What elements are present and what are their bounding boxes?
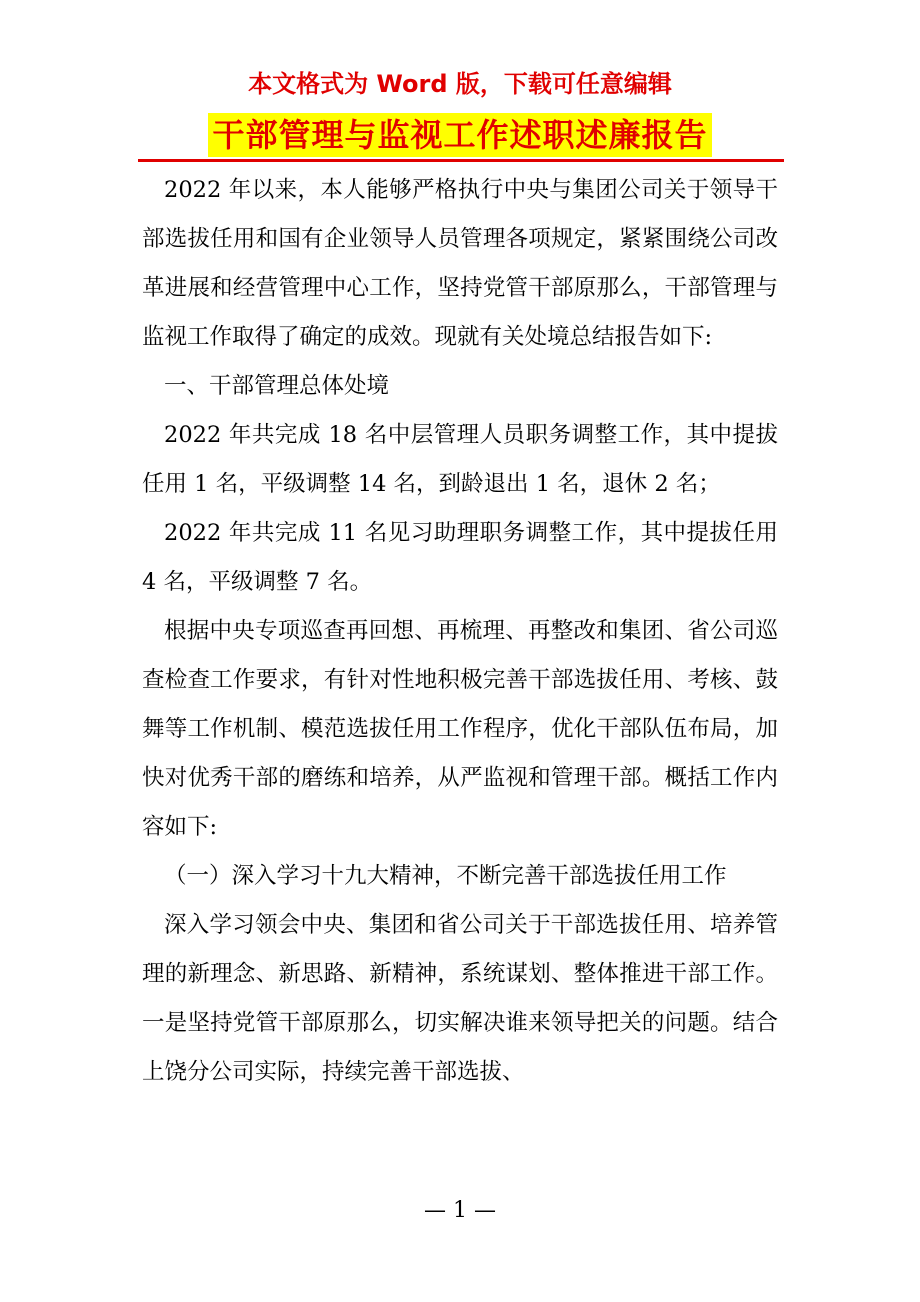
paragraph-intro: 2022 年以来，本人能够严格执行中央与集团公司关于领导干部选拔任用和国有企业领导人员管理各项规定，紧紧围绕公司改革进展和经营管理中心工作，坚持党管干部原那么，干部管理与监视工作取得了确定的成效。现就有关处境总结报告如下:: [142, 177, 778, 350]
subsection-heading-1: （一）深入学习十九大精神，不断完善干部选拔任用工作: [164, 863, 727, 889]
document-body: [142, 166, 778, 1097]
title-divider: [138, 159, 784, 162]
paragraph-trainee-assistants: 2022 年共完成 11 名见习助理职务调整工作，其中提拔任用 4 名，平级调整 7 名。: [142, 520, 778, 595]
format-notice: 本文格式为 Word 版，下载可任意编辑: [248, 70, 672, 98]
section-heading-1: 一、干部管理总体处境: [164, 373, 390, 399]
title-wrapper: [0, 113, 920, 157]
page-number: — 1 —: [424, 1198, 496, 1223]
paragraph-study: 深入学习领会中央、集团和省公司关于干部选拔任用、培养管理的新理念、新思路、新精神，系统谋划、整体推进干部工作。一是坚持党管干部原那么，切实解决谁来领导把关的问题。结合上饶分公司实际，持续完善干部选拔、: [142, 912, 778, 1085]
document-title: 干部管理与监视工作述职述廉报告: [208, 113, 711, 157]
paragraph-middle-managers: 2022 年共完成 18 名中层管理人员职务调整工作，其中提拔任用 1 名，平级调整 14 名，到龄退出 1 名，退休 2 名；: [142, 422, 778, 497]
paragraph-inspection: 根据中央专项巡查再回想、再梳理、再整改和集团、省公司巡查检查工作要求，有针对性地积极完善干部选拔任用、考核、鼓舞等工作机制、模范选拔任用工作程序，优化干部队伍布局，加快对优秀干部的磨练和培养，从严监视和管理干部。概括工作内容如下:: [142, 618, 778, 840]
